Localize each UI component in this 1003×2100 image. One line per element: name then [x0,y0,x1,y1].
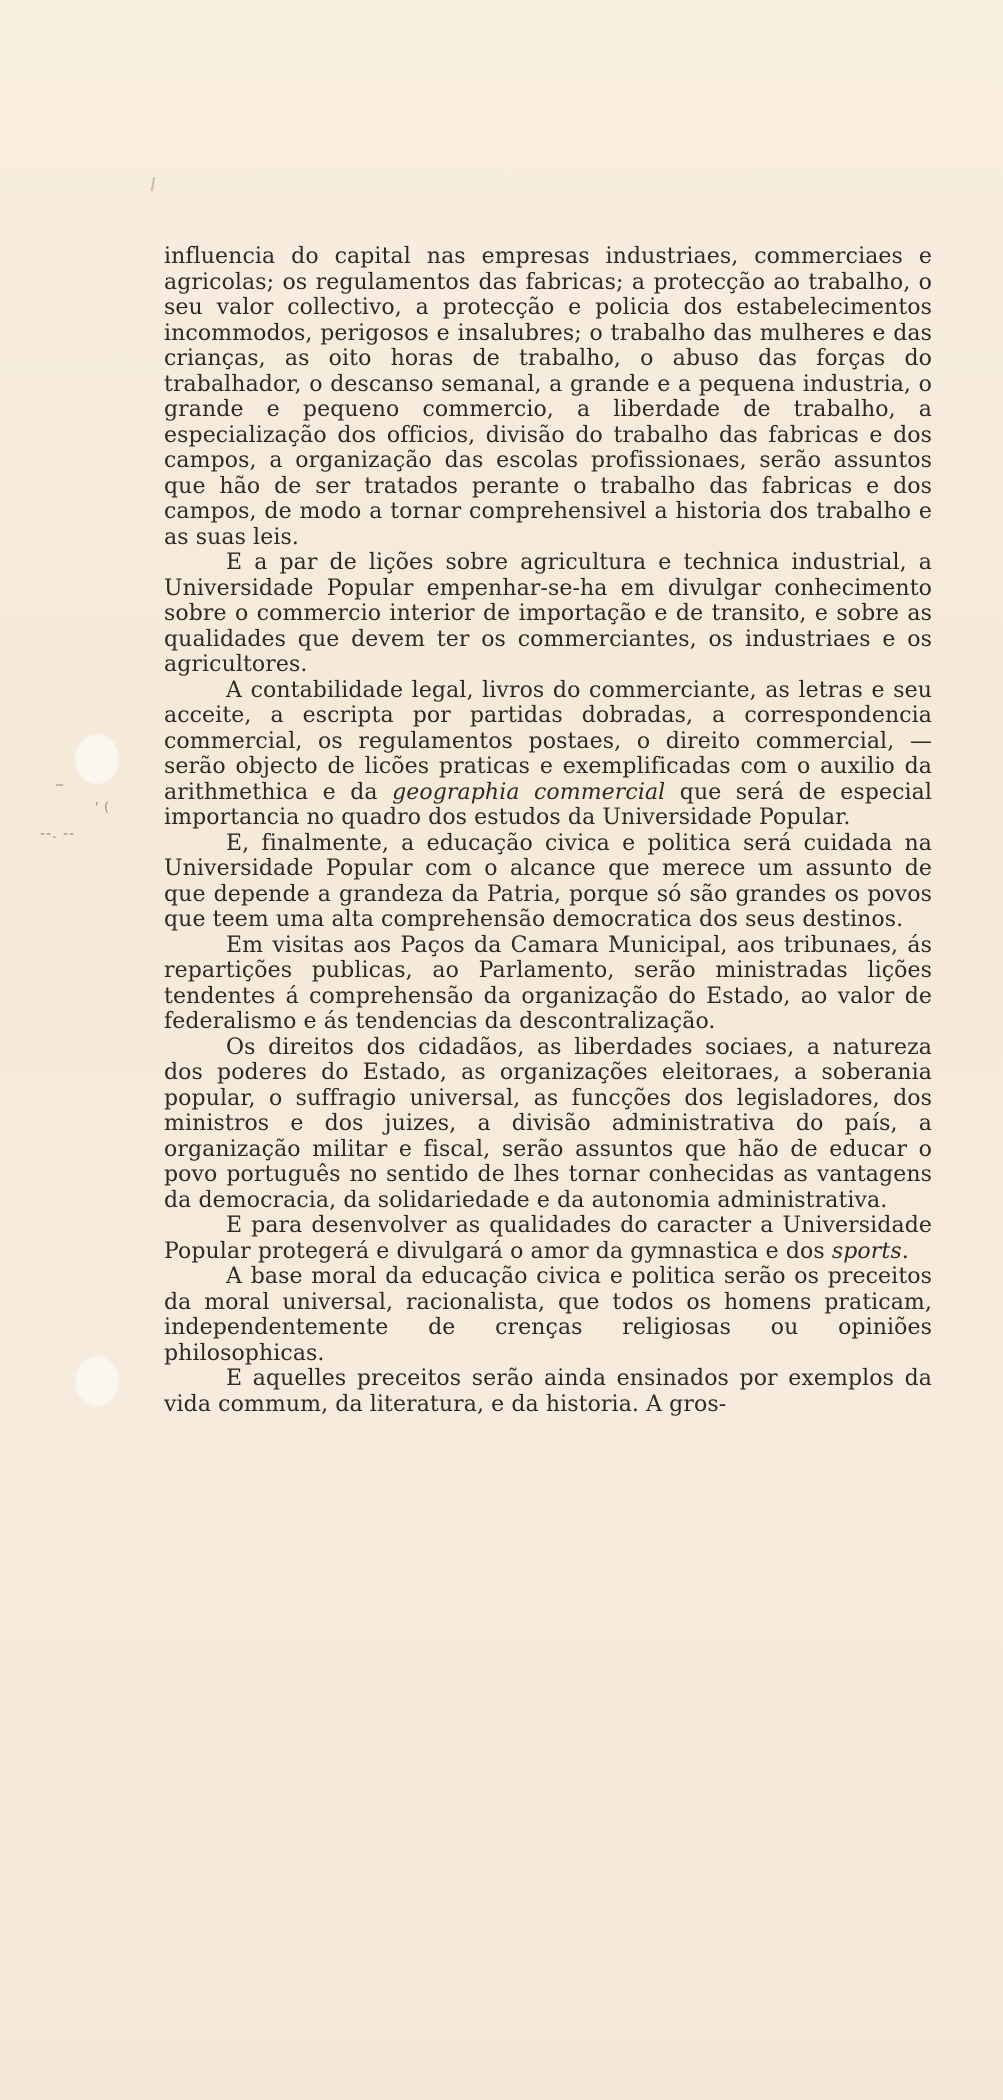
paragraph [164,1264,932,1366]
punch-hole-upper [74,733,120,785]
document-body [164,244,932,1417]
paragraph [164,244,932,550]
paragraph [164,678,932,831]
paragraph-text: que será de especial importancia no quadro dos estudos da Universidade Popular. [164,779,933,830]
paragraph-text: E, finalmente, a educação civica e politica será cuidada na Universidade Popular com o alcance que merece um assunto de que depende a grandeza da Patria, porque só são grandes os povos que teem uma alta comprehensão democratica dos seus destinos. [164,830,932,932]
paragraph [164,550,932,678]
paragraph-text: Em visitas aos Paços da Camara Municipal, aos tribunaes, ás repartições publicas, ao Parlamento, serão ministradas lições tendentes á comprehensão da organização do Estado, ao valor de federalismo e ás tendencias da descontralização. [164,932,932,1034]
paragraph-text: E a par de lições sobre agricultura e technica industrial, a Universidade Popular empenhar-se-ha em divulgar conhecimento sobre o commercio interior de importação e de transito, e sobre as qualidades que devem ter os commerciantes, os industriaes e os agricultores. [164,550,932,677]
punch-hole-lower [74,1355,120,1407]
paragraph [164,933,932,1035]
paragraph-text: influencia do capital nas empresas industriaes, commerciaes e agricolas; os regulamentos das fabricas; a protecção ao trabalho, o seu valor collectivo, a protecção e policia dos estabelecimentos incommodos, perigosos e insalubres; o trabalho das mulheres e das crianças, as oito horas de trabalho, o abuso das forças do trabalhador, o descanso semanal, a grande e a pequena industria, o grande e pequeno commercio, a liberdade de trabalho, a especialização dos officios, divisão do trabalho das fabricas e dos campos, a organização das escolas profissionaes, serão assuntos que hão de ser tratados perante o trabalho das fabricas e dos campos, de modo a tornar comprehensivel a historia dos trabalho e as suas leis. [164,244,932,550]
italic-phrase: sports [831,1238,902,1264]
margin-tick [151,177,155,191]
paragraph-text: Os direitos dos cidadãos, as liberdades sociaes, a natureza dos poderes do Estado, as organizações eleitoraes, a soberania popular, o suffragio universal, as funcções dos legisladores, dos ministros e dos juizes, a divisão administrativa do país, a organização militar e fiscal, serão assuntos que hão de educar o povo português no sentido de lhes tornar conhecidas as vantagens da democracia, da solidariedade e da autonomia administrativa. [164,1034,932,1213]
paragraph [164,1366,932,1417]
paragraph [164,1213,932,1264]
paragraph [164,831,932,933]
margin-mark-icon: --. -- [40,826,76,842]
paragraph-text: A base moral da educação civica e politica serão os preceitos da moral universal, racionalista, que todos os homens praticam, independentemente de crenças religiosas ou opiniões philosophicas. [164,1264,932,1366]
paragraph [164,1035,932,1214]
margin-mark-icon: _ [56,770,64,786]
paragraph-text: E aquelles preceitos serão ainda ensinados por exemplos da vida commum, da literatura, e da historia. A gros- [164,1366,932,1417]
italic-phrase: geographia commercial [392,779,666,805]
paragraph-text: E para desenvolver as qualidades do caracter a Universidade Popular protegerá e divulgará o amor da gymnastica e dos [164,1213,932,1264]
margin-mark-icon: ' ( [95,800,110,814]
paragraph-text: A contabilidade legal, livros do commerciante, as letras e seu acceite, a escripta por partidas dobradas, a correspondencia commercial, os regulamentos postaes, o direito commercial, — serão objecto de licões praticas e exemplificadas com o auxilio da arithmethica e da [164,677,932,805]
paragraph-text: . [901,1238,909,1264]
